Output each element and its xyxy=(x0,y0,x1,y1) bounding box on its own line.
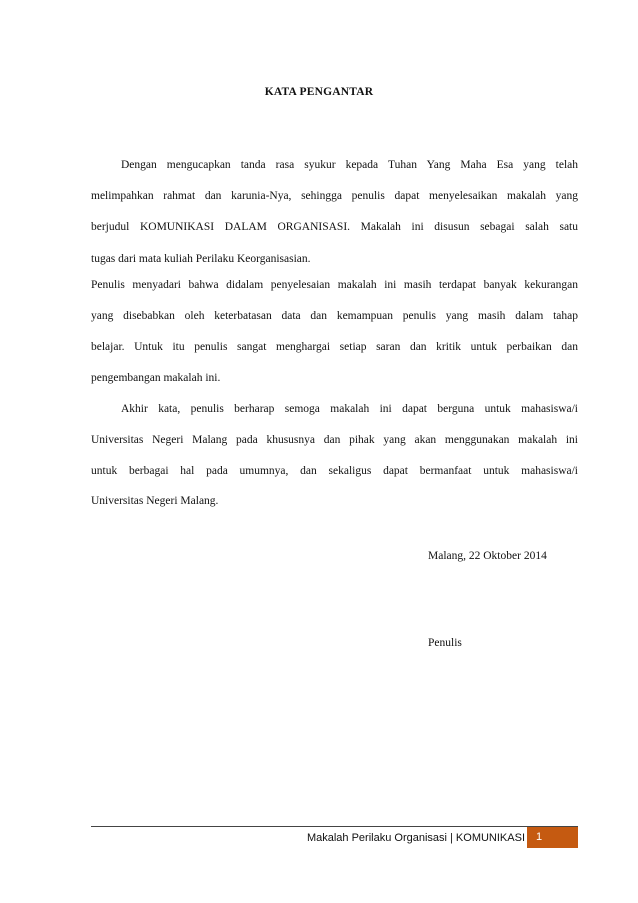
page-number-badge: 1 xyxy=(527,827,578,848)
paragraph-line: pengembangan makalah ini. xyxy=(91,372,221,384)
footer-title: Makalah Perilaku Organisasi | KOMUNIKASI xyxy=(306,832,525,844)
page-title: KATA PENGANTAR xyxy=(264,86,374,98)
paragraph-line: untuk berbagai hal pada umumnya, dan sekaligus dapat bermanfaat untuk mahasiswa/i xyxy=(91,465,578,477)
footer-divider xyxy=(91,826,578,827)
paragraph-line: belajar. Untuk itu penulis sangat menghargai setiap saran dan kritik untuk perbaikan dan xyxy=(91,341,578,353)
paragraph-line: Penulis menyadari bahwa didalam penyelesaian makalah ini masih terdapat banyak kekurangan xyxy=(91,279,578,291)
paragraph-line: Dengan mengucapkan tanda rasa syukur kepada Tuhan Yang Maha Esa yang telah xyxy=(121,159,578,171)
paragraph-line: melimpahkan rahmat dan karunia-Nya, sehingga penulis dapat menyelesaikan makalah yang xyxy=(91,190,578,202)
paragraph-line: Universitas Negeri Malang. xyxy=(91,495,219,507)
paragraph-line: Akhir kata, penulis berharap semoga makalah ini dapat berguna untuk mahasiswa/i xyxy=(121,403,578,415)
paragraph-line: tugas dari mata kuliah Perilaku Keorganisasian. xyxy=(91,253,311,265)
paragraph-line: yang disebabkan oleh keterbatasan data dan kemampuan penulis yang masih dalam tahap xyxy=(91,310,578,322)
signature-label: Penulis xyxy=(428,637,462,649)
paragraph-line: berjudul KOMUNIKASI DALAM ORGANISASI. Makalah ini disusun sebagai salah satu xyxy=(91,221,578,233)
place-date: Malang, 22 Oktober 2014 xyxy=(428,550,547,562)
paragraph-line: Universitas Negeri Malang pada khususnya dan pihak yang akan menggunakan makalah ini xyxy=(91,434,578,446)
